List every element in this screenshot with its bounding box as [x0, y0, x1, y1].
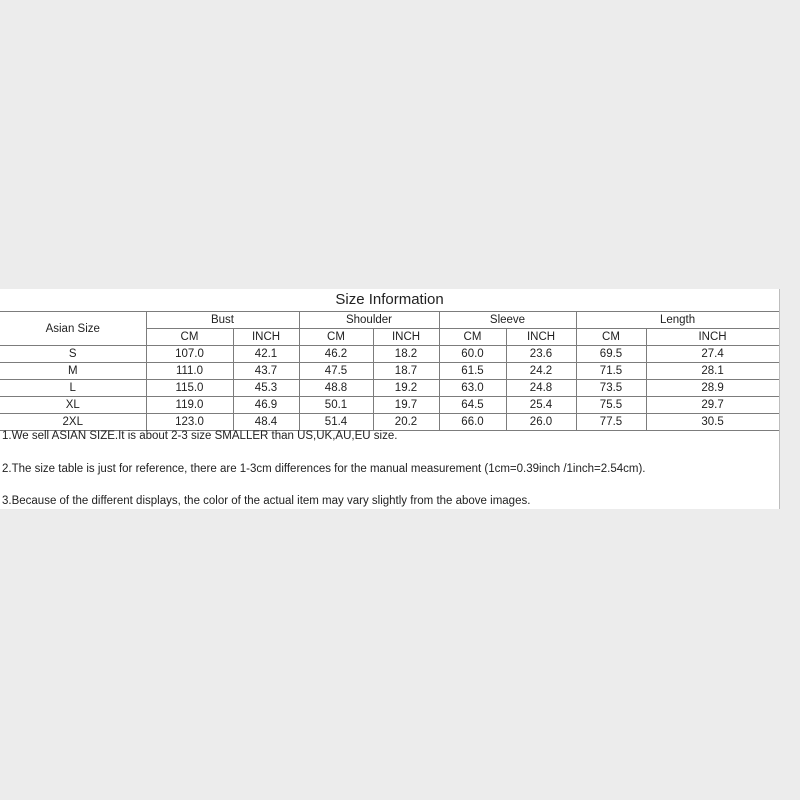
size-label: XL	[0, 397, 146, 414]
table-row	[0, 346, 779, 363]
table-cell: 27.4	[646, 346, 779, 363]
unit-header: INCH	[506, 329, 576, 346]
table-cell: 18.7	[373, 363, 439, 380]
table-cell: 123.0	[146, 414, 233, 431]
table-row	[0, 363, 779, 380]
table-cell: 60.0	[439, 346, 506, 363]
table-cell: 61.5	[439, 363, 506, 380]
table-cell: 23.6	[506, 346, 576, 363]
table-cell: 75.5	[576, 397, 646, 414]
table-cell: 107.0	[146, 346, 233, 363]
table-cell: 48.4	[233, 414, 299, 431]
table-cell: 18.2	[373, 346, 439, 363]
note-1: 1.We sell ASIAN SIZE.It is about 2-3 size SMALLER than US,UK,AU,EU size.	[2, 430, 398, 442]
asian-size-header: Asian Size	[0, 312, 146, 346]
table-cell: 73.5	[576, 380, 646, 397]
table-cell: 20.2	[373, 414, 439, 431]
table-cell: 28.9	[646, 380, 779, 397]
table-cell: 115.0	[146, 380, 233, 397]
table-cell: 64.5	[439, 397, 506, 414]
note-2: 2.The size table is just for reference, there are 1-3cm differences for the manual measurement (1cm=0.39inch /1inch=2.54cm).	[2, 463, 646, 475]
table-row	[0, 380, 779, 397]
table-cell: 50.1	[299, 397, 373, 414]
table-title: Size Information	[0, 289, 779, 312]
table-cell: 46.9	[233, 397, 299, 414]
unit-header: CM	[439, 329, 506, 346]
table-cell: 71.5	[576, 363, 646, 380]
size-label: L	[0, 380, 146, 397]
table-cell: 119.0	[146, 397, 233, 414]
table-cell: 46.2	[299, 346, 373, 363]
unit-header: CM	[146, 329, 233, 346]
table-cell: 45.3	[233, 380, 299, 397]
table-cell: 24.2	[506, 363, 576, 380]
size-label: M	[0, 363, 146, 380]
size-label: S	[0, 346, 146, 363]
group-header-length: Length	[576, 312, 779, 329]
table-cell: 51.4	[299, 414, 373, 431]
table-cell: 77.5	[576, 414, 646, 431]
table-cell: 30.5	[646, 414, 779, 431]
table-row	[0, 414, 779, 431]
table-cell: 42.1	[233, 346, 299, 363]
table-cell: 63.0	[439, 380, 506, 397]
size-table	[0, 289, 780, 431]
group-header-bust: Bust	[146, 312, 299, 329]
unit-header: CM	[576, 329, 646, 346]
unit-header: INCH	[233, 329, 299, 346]
table-cell: 43.7	[233, 363, 299, 380]
table-cell: 24.8	[506, 380, 576, 397]
table-cell: 69.5	[576, 346, 646, 363]
unit-header: CM	[299, 329, 373, 346]
size-label: 2XL	[0, 414, 146, 431]
unit-header: INCH	[646, 329, 779, 346]
note-3: 3.Because of the different displays, the color of the actual item may vary slightly from the above images.	[2, 495, 531, 507]
table-cell: 48.8	[299, 380, 373, 397]
unit-header: INCH	[373, 329, 439, 346]
group-header-shoulder: Shoulder	[299, 312, 439, 329]
group-header-sleeve: Sleeve	[439, 312, 576, 329]
table-cell: 66.0	[439, 414, 506, 431]
table-cell: 47.5	[299, 363, 373, 380]
table-cell: 19.2	[373, 380, 439, 397]
table-row	[0, 397, 779, 414]
table-cell: 26.0	[506, 414, 576, 431]
table-cell: 25.4	[506, 397, 576, 414]
table-cell: 28.1	[646, 363, 779, 380]
table-cell: 19.7	[373, 397, 439, 414]
table-cell: 29.7	[646, 397, 779, 414]
table-cell: 111.0	[146, 363, 233, 380]
size-info-panel	[0, 289, 780, 509]
